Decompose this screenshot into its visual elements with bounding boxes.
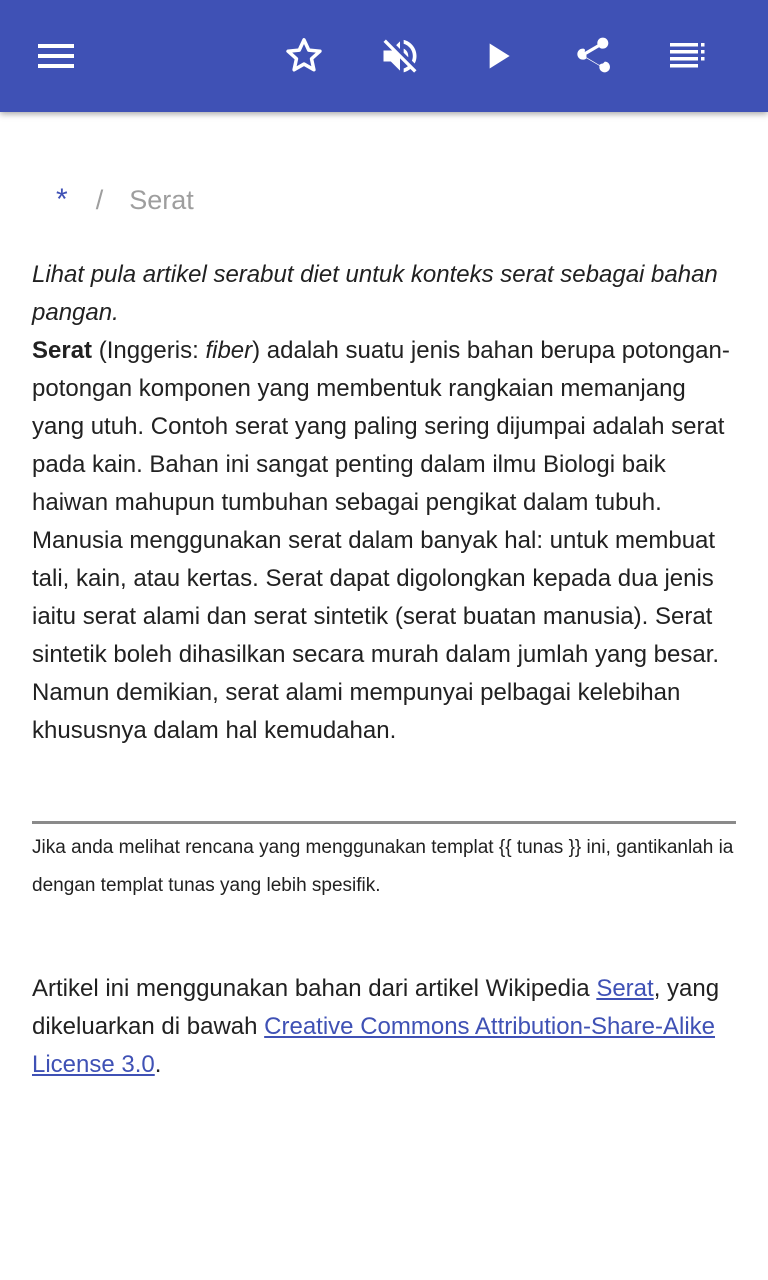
favorite-button[interactable] [276,28,332,84]
share-button[interactable] [564,28,620,84]
play-button[interactable] [470,28,526,84]
breadcrumb-current-page: Serat [129,184,194,215]
attribution-suffix: . [154,1051,162,1078]
article-body-text: ) adalah suatu jenis bahan berupa potongan-potongan komponen yang membentuk rangkaian memanjang yang utuh. Contoh serat yang paling sering dijumpai adalah serat pada kain. Bahan ini sangat penting dalam ilmu Biologi baik haiwan mahupun tumbuhan sebagai pengikat dalam tubuh. Manusia menggunakan serat dalam banyak hal: untuk membuat tali, kain, atau kertas. Serat dapat digolongkan kepada dua jenis iaitu serat alami dan serat sintetik (serat buatan manusia). Serat sintetik boleh dihasilkan secara murah dalam jumlah yang besar. Namun demikian, serat alami mempunyai pelbagai kelebihan khususnya dalam hal kemudahan. [32,337,730,744]
menu-button[interactable] [28,28,84,84]
article-paren-text: (Inggeris: [92,337,206,364]
breadcrumb-separator: / [95,184,104,215]
contents-button[interactable] [660,28,716,84]
table-of-contents-icon [668,36,708,76]
star-outline-icon [282,34,326,78]
article-term-english: fiber [205,337,253,364]
play-icon [478,36,518,76]
article-hatnote: Lihat pula artikel serabut diet untuk konteks serat sebagai bahan pangan. [32,261,718,326]
article-lead-paragraph [32,332,736,750]
attribution-prefix: Artikel ini menggunakan bahan dari artikel Wikipedia [32,975,597,1002]
app-toolbar [0,0,768,112]
hamburger-menu-icon [36,36,76,76]
breadcrumb [56,180,194,220]
attribution-middle: , yang dikeluarkan di bawah [32,975,720,1040]
license-link[interactable]: Creative Commons Attribution-Share-Alike License 3.0 [32,1013,715,1078]
stub-notice [32,821,736,905]
article-body [32,256,736,750]
article-term: Serat [32,337,93,364]
breadcrumb-home-link[interactable]: * [56,183,68,216]
attribution-notice [32,970,736,1084]
mute-button[interactable] [372,28,428,84]
volume-off-icon [378,34,422,78]
share-icon [570,34,614,78]
source-article-link[interactable]: Serat [596,975,654,1002]
stub-notice-text: Jika anda melihat rencana yang menggunakan templat {{ tunas }} ini, gantikanlah ia dengan templat tunas yang lebih spesifik. [32,837,734,896]
